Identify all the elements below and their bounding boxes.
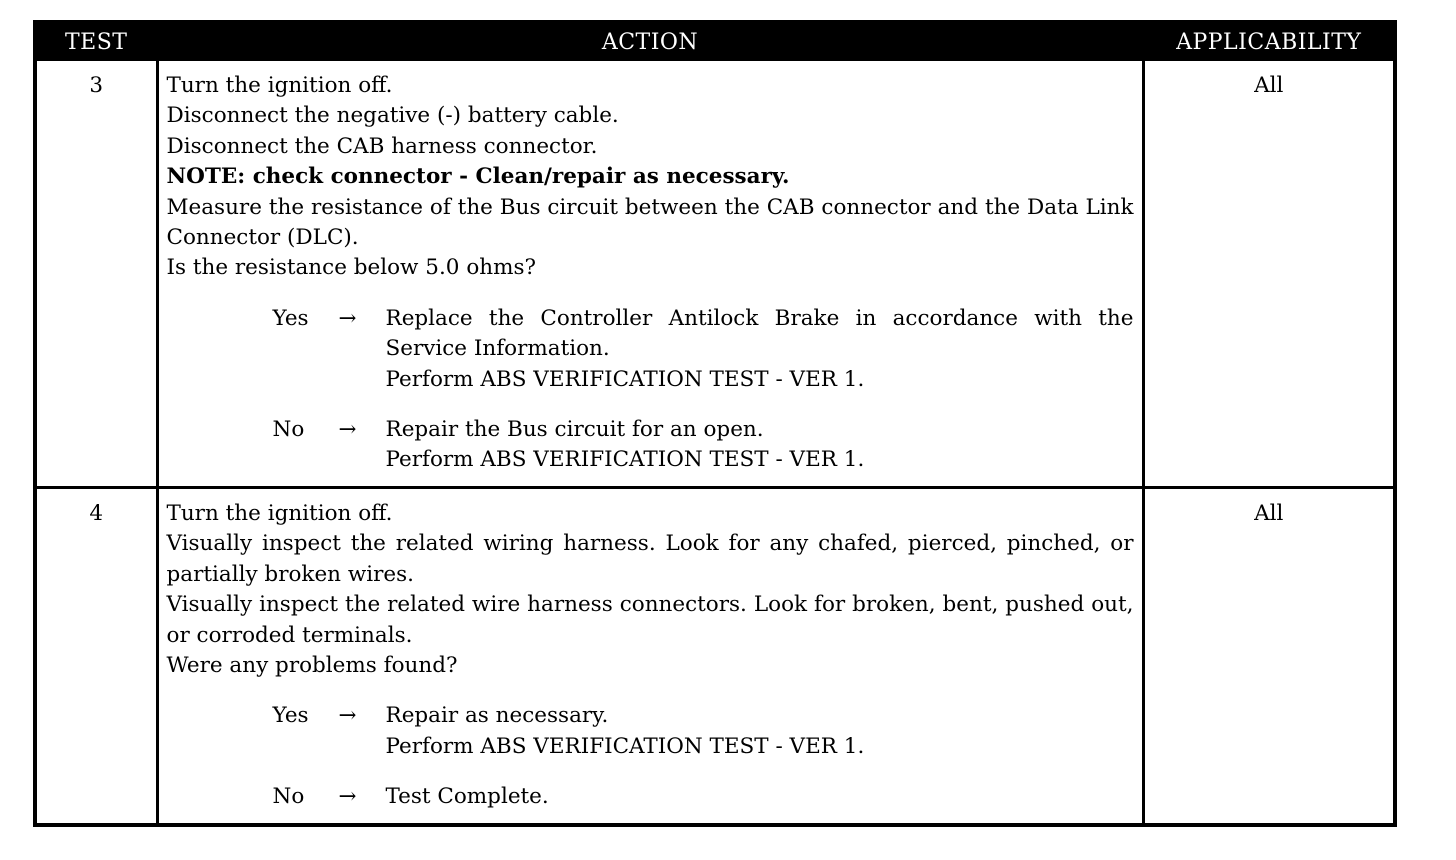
outcome-line: Perform ABS VERIFICATION TEST - VER 1. xyxy=(385,447,865,473)
applicability-value: All xyxy=(1143,61,1393,487)
action-step: Turn the ignition off. xyxy=(166,500,393,526)
outcome-yes xyxy=(167,304,1134,395)
outcome-line: Repair the Bus circuit for an open. xyxy=(385,417,764,443)
outcome-yes xyxy=(167,701,1134,762)
outcome-label: Yes xyxy=(272,703,309,729)
outcome-line: Repair as necessary. xyxy=(385,703,609,729)
outcome-label: No xyxy=(272,417,305,443)
outcome-text xyxy=(386,701,1134,762)
header-row xyxy=(37,24,1393,61)
action-note: NOTE: check connector - Clean/repair as necessary. xyxy=(166,164,790,190)
action-step: Turn the ignition off. xyxy=(166,73,393,98)
outcome-no xyxy=(167,415,1134,476)
applicability-value: All xyxy=(1143,487,1393,822)
outcome-line: Perform ABS VERIFICATION TEST - VER 1. xyxy=(385,733,865,759)
header-applicability: APPLICABILITY xyxy=(1143,24,1393,61)
action-cell xyxy=(157,61,1143,487)
diagnostic-test-table xyxy=(33,20,1397,827)
test-number: 4 xyxy=(37,487,157,822)
outcome-text xyxy=(386,304,1134,395)
action-question: Is the resistance below 5.0 ohms? xyxy=(166,255,537,281)
right-arrow-icon: → xyxy=(338,784,357,810)
header-action: ACTION xyxy=(157,24,1143,61)
test-number: 3 xyxy=(37,61,157,487)
action-step: Disconnect the negative (-) battery cable. xyxy=(166,103,619,129)
right-arrow-icon: → xyxy=(338,703,357,729)
outcome-no xyxy=(167,782,1134,812)
outcome-label: Yes xyxy=(272,305,309,331)
outcome-text xyxy=(386,782,1134,812)
outcome-line: Replace the Controller Antilock Brake in accordance with the Service Information. xyxy=(385,305,1134,362)
test-table xyxy=(37,24,1393,823)
outcome-line: Test Complete. xyxy=(385,784,549,810)
outcome-line: Perform ABS VERIFICATION TEST - VER 1. xyxy=(385,366,865,392)
outcome-label: No xyxy=(272,784,305,810)
header-test: TEST xyxy=(37,24,157,61)
right-arrow-icon: → xyxy=(338,305,357,331)
action-question: Were any problems found? xyxy=(166,652,458,678)
action-step: Visually inspect the related wire harness connectors. Look for broken, bent, pushed out, or corroded terminals. xyxy=(166,592,1134,648)
outcome-text xyxy=(386,415,1134,476)
right-arrow-icon: → xyxy=(338,417,357,443)
table-row xyxy=(37,487,1393,822)
action-cell xyxy=(157,487,1143,822)
action-step: Visually inspect the related wiring harness. Look for any chafed, pierced, pinched, or partially broken wires. xyxy=(166,531,1134,587)
table-row xyxy=(37,61,1393,487)
action-step: Measure the resistance of the Bus circuit between the CAB connector and the Data Link Connector (DLC). xyxy=(166,194,1134,251)
action-step: Disconnect the CAB harness connector. xyxy=(166,133,598,159)
